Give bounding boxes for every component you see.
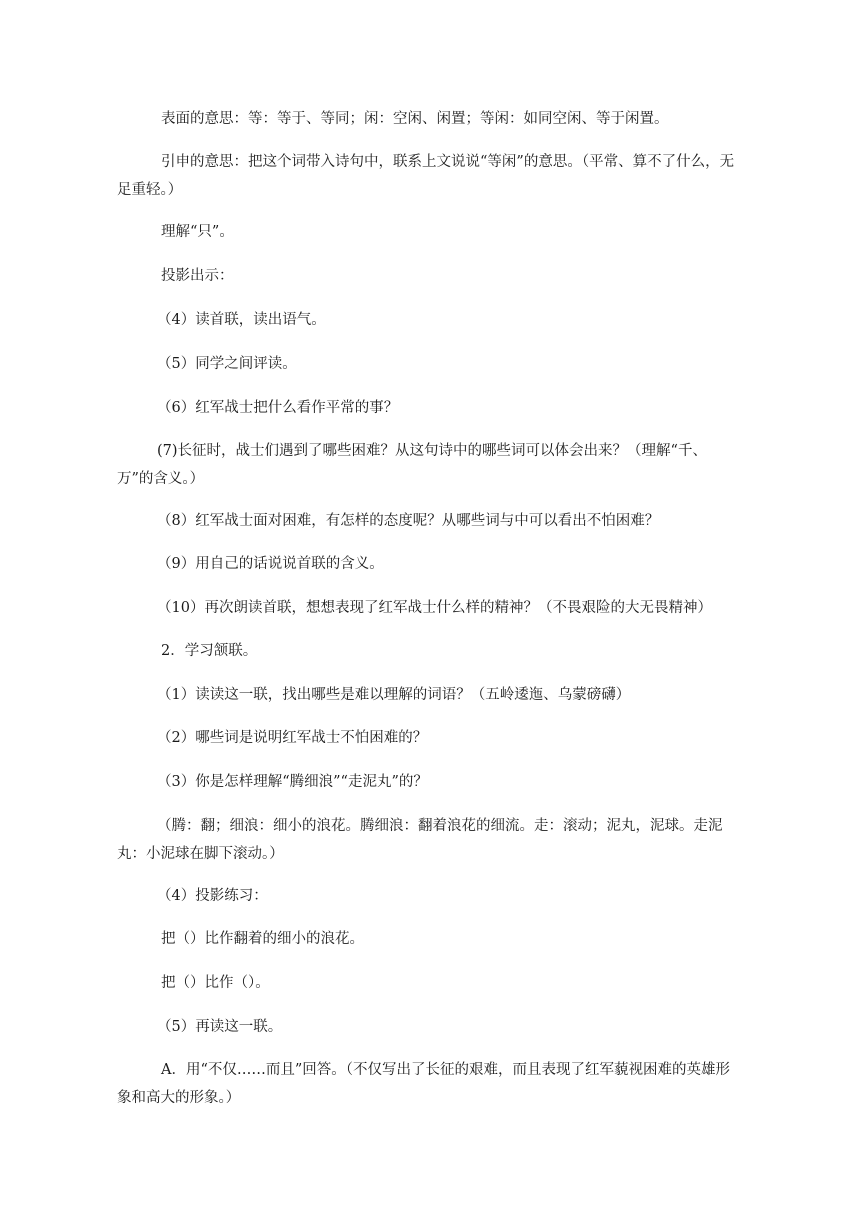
paragraph: （8）红军战士面对困难，有怎样的态度呢？从哪些词与中可以看出不怕困难？ — [157, 513, 660, 529]
paragraph: 投影出示： — [161, 268, 234, 284]
paragraph: （10）再次朗读首联，想想表现了红军战士什么样的精神？（不畏艰险的大无畏精神） — [157, 600, 712, 616]
paragraph: A．用“不仅……而且”回答。（不仅写出了长征的艰难，而且表现了红军藐视困难的英雄形象和高大的形象。） — [117, 1062, 731, 1106]
paragraph: 把（）比作翻着的细小的浪花。 — [161, 931, 364, 947]
paragraph: (7)长征时，战士们遇到了哪些困难？从这句诗中的哪些词可以体会出来？（理解“千、万”的含义。） — [117, 443, 707, 487]
paragraph: （3）你是怎样理解“腾细浪”“走泥丸”的？ — [157, 774, 428, 790]
paragraph: 2．学习颔联。 — [161, 643, 258, 659]
paragraph: 理解“只”。 — [161, 224, 234, 240]
paragraph: 引申的意思：把这个词带入诗句中，联系上文说说“等闲”的意思。（平常、算不了什么，无足重轻。） — [117, 154, 735, 198]
paragraph: （6）红军战士把什么看作平常的事？ — [157, 400, 399, 416]
paragraph: （2）哪些词是说明红军战士不怕困难的？ — [157, 730, 428, 746]
paragraph: （5）再读这一联。 — [157, 1019, 283, 1035]
paragraph: （4）读首联，读出语气。 — [157, 312, 326, 328]
paragraph: （9）用自己的话说说首联的含义。 — [157, 556, 384, 572]
paragraph: （5）同学之间评读。 — [157, 356, 297, 372]
paragraph: 表面的意思：等：等于、等同；闲：空闲、闲置；等闲：如同空闲、等于闲置。 — [161, 111, 669, 127]
paragraph: （4）投影练习： — [157, 888, 268, 904]
paragraph: （腾：翻；细浪：细小的浪花。腾细浪：翻着浪花的细流。走：滚动；泥丸，泥球。走泥丸：小泥球在脚下滚动。） — [117, 818, 723, 862]
paragraph: 把（）比作（）。 — [161, 975, 270, 991]
paragraph: （1）读读这一联，找出哪些是难以理解的词语？（五岭逶迤、乌蒙磅礴） — [157, 687, 631, 703]
